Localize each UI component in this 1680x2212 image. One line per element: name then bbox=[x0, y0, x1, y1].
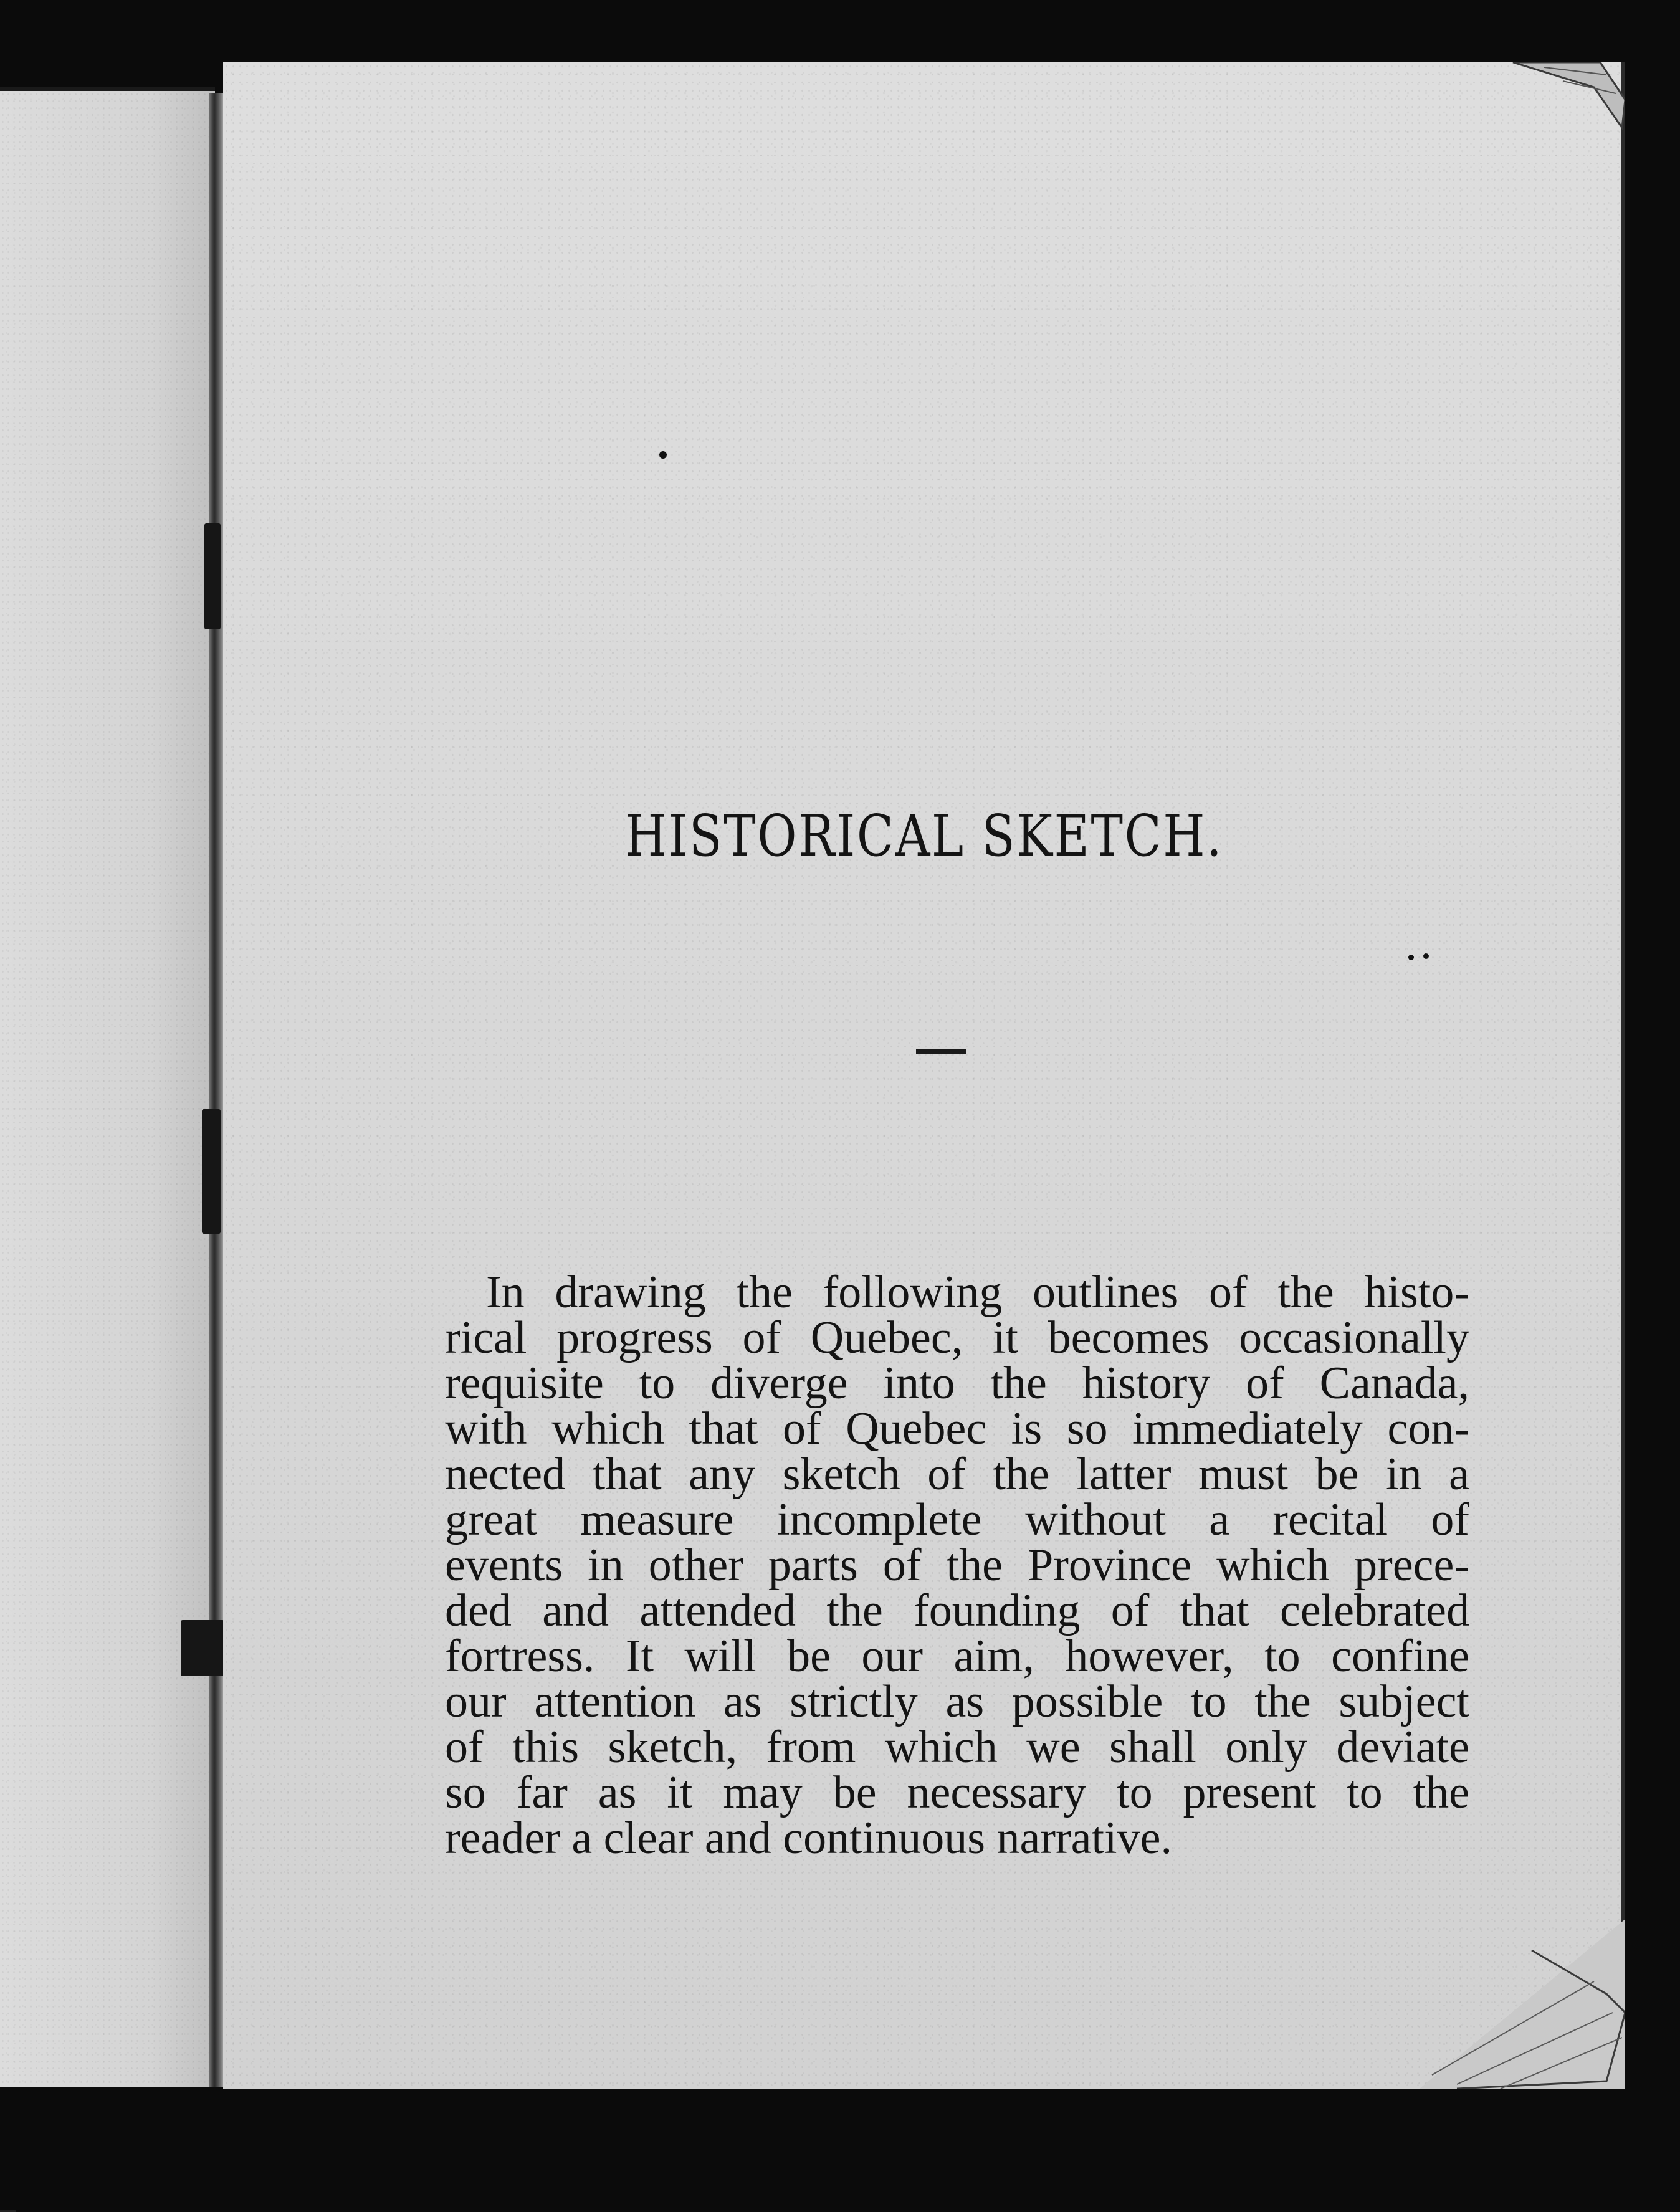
text-line: with which that of Quebec is so immediately con- bbox=[445, 1403, 1469, 1454]
ink-speck bbox=[1408, 955, 1414, 960]
text-line: of this sketch, from which we shall only deviate bbox=[445, 1722, 1469, 1773]
binding-tear-upper bbox=[204, 523, 221, 629]
ink-speck bbox=[1423, 953, 1429, 959]
text-line: so far as it may be necessary to present to the bbox=[445, 1767, 1469, 1818]
text-line: ded and attended the founding of that celebrated bbox=[445, 1585, 1469, 1636]
body-paragraph bbox=[445, 1267, 1469, 1864]
text-line: fortress. It will be our aim, however, to confine bbox=[445, 1631, 1469, 1682]
page-edge-mark bbox=[0, 2210, 16, 2212]
ink-speck bbox=[659, 451, 667, 459]
top-corner-crease bbox=[1507, 62, 1625, 131]
text-line: events in other parts of the Province which prece- bbox=[445, 1540, 1469, 1591]
text-line: our attention as strictly as possible to the subject bbox=[445, 1676, 1469, 1727]
binding-tear-middle bbox=[202, 1109, 221, 1234]
text-line: rical progress of Quebec, it becomes occasionally bbox=[445, 1312, 1469, 1363]
page-heading: HISTORICAL SKETCH. bbox=[624, 803, 1224, 869]
text-line: great measure incomplete without a recital of bbox=[445, 1494, 1469, 1545]
binding-tear-lower bbox=[181, 1620, 224, 1676]
previous-page-edge bbox=[0, 87, 215, 2087]
text-line: In drawing the following outlines of the histo- bbox=[486, 1267, 1469, 1318]
heading-rule bbox=[916, 1049, 966, 1054]
bottom-corner-fold bbox=[1407, 1919, 1625, 2089]
binding-gutter bbox=[209, 93, 223, 2087]
text-line: requisite to diverge into the history of Canada, bbox=[445, 1358, 1469, 1409]
text-line: reader a clear and continuous narrative. bbox=[445, 1813, 1172, 1864]
text-line: nected that any sketch of the latter must be in a bbox=[445, 1449, 1469, 1500]
book-page bbox=[223, 62, 1625, 2089]
